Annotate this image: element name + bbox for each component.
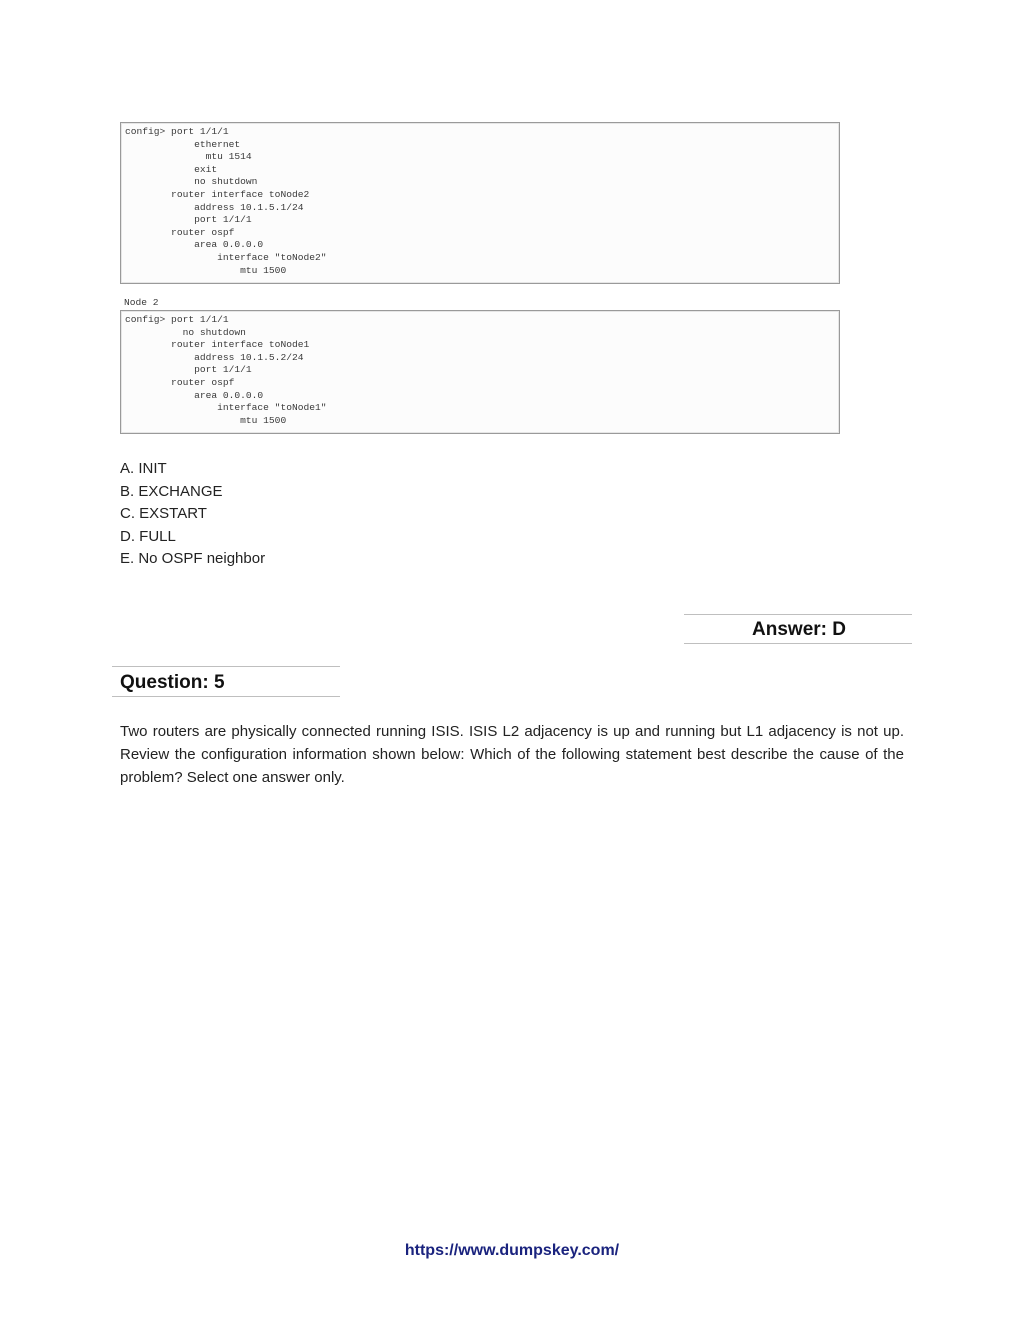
footer-link[interactable]: https://www.dumpskey.com/ (404, 1242, 620, 1259)
question-heading-box (112, 666, 340, 697)
answer-options (120, 458, 265, 571)
node2-config-box (120, 310, 840, 434)
node1-config-box (120, 122, 840, 284)
option-b: B. EXCHANGE (120, 482, 223, 500)
question-heading: Question: 5 (120, 672, 225, 693)
option-d: D. FULL (120, 527, 176, 545)
answer-label: Answer: D (752, 619, 846, 640)
node1-config-text: config> port 1/1/1 ethernet mtu 1514 exit no shutdown router interface toNode2 address 10.1.5.1/24 port 1/1/1 router ospf area 0.0.0.0 interface "toNode2" mtu 1500 (125, 126, 327, 276)
node2-config-text: config> port 1/1/1 no shutdown router interface toNode1 address 10.1.5.2/24 port 1/1/1 router ospf area 0.0.0.0 interface "toNode1" mtu 1500 (125, 314, 327, 426)
question-text: Two routers are physically connected running ISIS. ISIS L2 adjacency is up and running but L1 adjacency is not up. Review the configuration information shown below: Which of the following statement best describe the cause of the problem? Select one answer only. (120, 723, 904, 786)
node2-label: Node 2 (124, 297, 159, 308)
option-e: E. No OSPF neighbor (120, 550, 266, 568)
answer-box (684, 614, 912, 644)
option-a: A. INIT (120, 460, 167, 477)
option-c: C. EXSTART (120, 505, 207, 523)
